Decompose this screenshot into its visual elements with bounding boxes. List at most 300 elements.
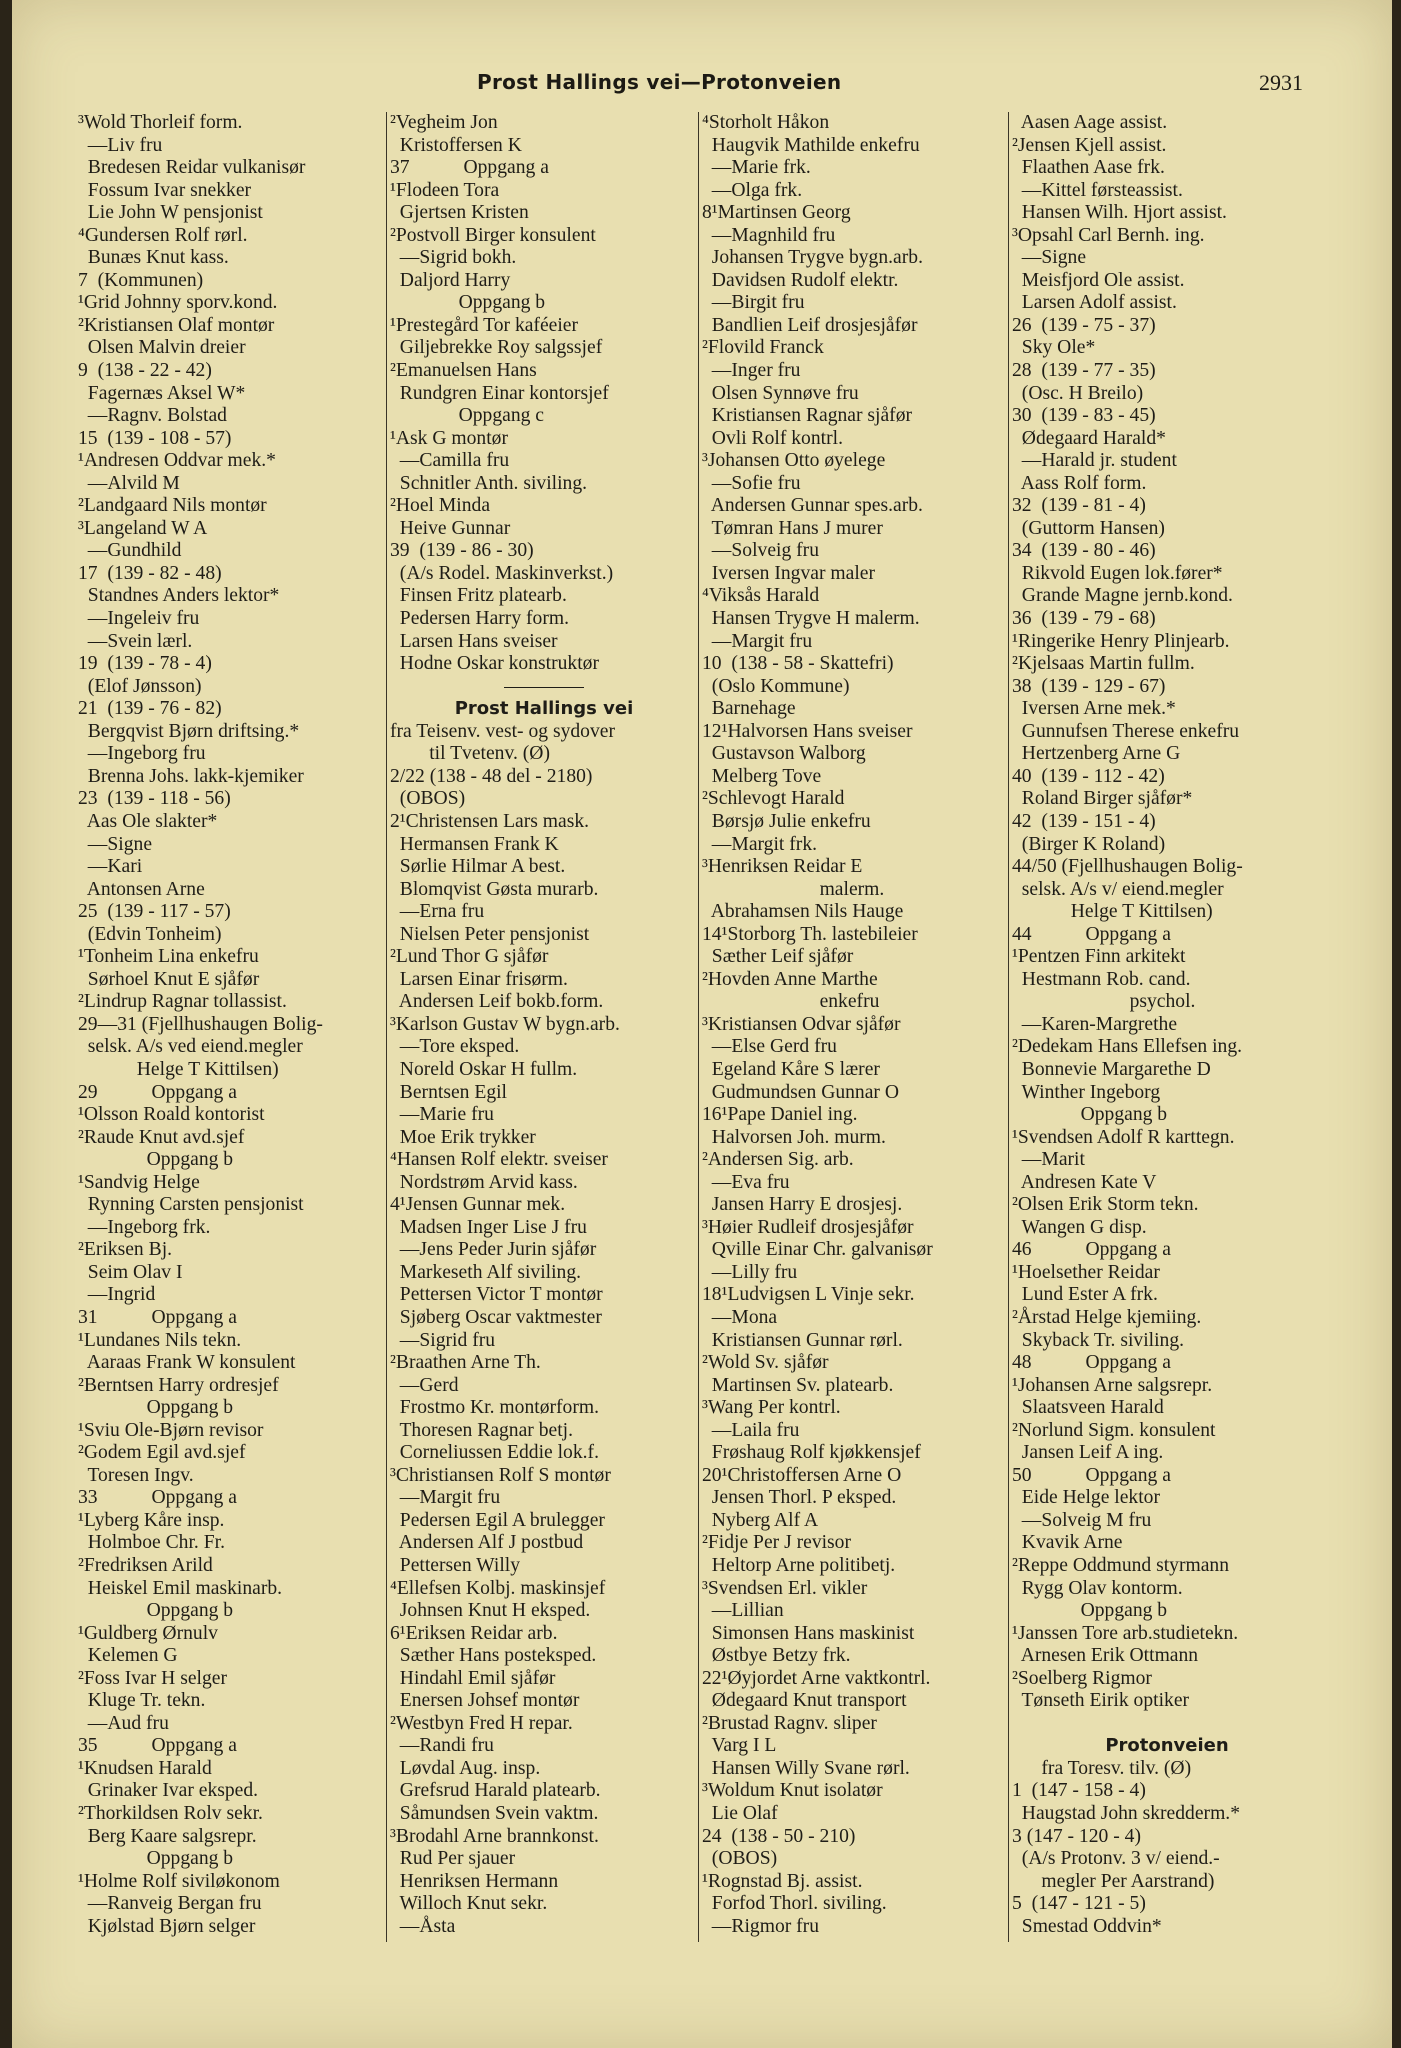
directory-entry: Giljebrekke Roy salgssjef <box>390 337 603 359</box>
directory-entry: Såmundsen Svein vaktm. <box>390 1803 599 1825</box>
directory-entry: Gudmundsen Gunnar O <box>702 1081 899 1103</box>
directory-entry: Markeseth Alf siviling. <box>390 1261 582 1283</box>
blank-line <box>1012 1713 1322 1736</box>
directory-entry: Tømran Hans J murer <box>702 517 883 539</box>
directory-entry: fra Toresv. tilv. (Ø) <box>1012 1757 1192 1779</box>
directory-entry: 44/50 (Fjellhushaugen Bolig- <box>1012 856 1243 878</box>
directory-entry: Skyback Tr. siviling. <box>1012 1329 1185 1351</box>
directory-entry: 30 (139 - 83 - 45) <box>1012 405 1156 427</box>
directory-entry: Andersen Alf J postbud <box>390 1532 584 1554</box>
directory-entry: Oppgang b <box>390 292 546 314</box>
directory-entry: ²Norlund Sigm. konsulent <box>1012 1419 1216 1441</box>
directory-entry: Melberg Tove <box>702 765 822 787</box>
directory-entry: ²Landgaard Nils montør <box>78 495 267 517</box>
directory-entry: —Kittel førsteassist. <box>1012 179 1183 201</box>
directory-entry: Rygg Olav kontorm. <box>1012 1577 1183 1599</box>
directory-entry: Egeland Kåre S lærer <box>702 1058 880 1080</box>
directory-entry: Tønseth Eirik optiker <box>1012 1690 1190 1712</box>
directory-entry: Grande Magne jernb.kond. <box>1012 585 1233 607</box>
directory-entry: 33 Oppgang a <box>78 1487 237 1509</box>
directory-entry: Kjølstad Bjørn selger <box>78 1915 256 1937</box>
directory-entry: Noreld Oskar H fullm. <box>390 1058 578 1080</box>
directory-entry: Haugstad John skredderm.* <box>1012 1803 1241 1825</box>
directory-entry: ³Henriksen Reidar E <box>702 856 863 878</box>
directory-entry: —Margit fru <box>702 630 813 652</box>
directory-entry: —Laila fru <box>702 1419 800 1441</box>
directory-entry: —Ingrid <box>78 1284 156 1306</box>
column-divider <box>698 112 699 1942</box>
directory-entry: Brenna Johs. lakk-kjemiker <box>78 765 304 787</box>
directory-entry: Løvdal Aug. insp. <box>390 1757 541 1779</box>
directory-entry: Martinsen Sv. platearb. <box>702 1374 894 1396</box>
directory-entry: Bunæs Knut kass. <box>78 247 229 269</box>
page-header <box>12 70 1392 100</box>
directory-entry: Hermansen Frank K <box>390 833 559 855</box>
directory-entry: —Aud fru <box>78 1712 169 1734</box>
directory-entry: ³Langeland W A <box>78 517 208 539</box>
directory-entry: ²Reppe Oddmund styrmann <box>1012 1555 1230 1576</box>
directory-entry: —Kari <box>78 856 143 878</box>
directory-entry: ²Soelberg Rigmor <box>1012 1667 1152 1689</box>
directory-entry: —Margit frk. <box>702 833 818 855</box>
directory-entry: ¹Sviu Ole-Bjørn revisor <box>78 1419 264 1441</box>
directory-entry: Pettersen Victor T montør <box>390 1284 603 1306</box>
directory-entry: ²Vegheim Jon <box>390 112 498 133</box>
directory-entry: ²Årstad Helge kjemiing. <box>1012 1306 1202 1328</box>
directory-entry: 17 (139 - 82 - 48) <box>78 562 222 584</box>
directory-entry: 50 Oppgang a <box>1012 1464 1171 1486</box>
directory-entry: Rud Per sjauer <box>390 1848 516 1870</box>
directory-entry: psychol. <box>1012 991 1196 1013</box>
directory-entry: ⁴Viksås Harald <box>702 585 820 607</box>
directory-entry: ³Wold Thorleif form. <box>78 112 243 133</box>
section-divider <box>390 676 698 699</box>
directory-entry: —Inger fru <box>702 360 801 382</box>
directory-entry: —Ingeborg frk. <box>78 1216 211 1238</box>
directory-entry: (Osc. H Breilo) <box>1012 382 1144 404</box>
directory-entry: Thoresen Ragnar betj. <box>390 1419 574 1441</box>
directory-entry: ¹Olsson Roald kontorist <box>78 1104 265 1126</box>
directory-entry: Finsen Fritz platearb. <box>390 585 567 607</box>
directory-entry: Kristiansen Ragnar sjåfør <box>702 405 913 427</box>
directory-entry: 20¹Christoffersen Arne O <box>702 1464 902 1486</box>
directory-entry: Iversen Arne mek.* <box>1012 698 1176 720</box>
directory-entry: —Solveig M fru <box>1012 1509 1152 1531</box>
directory-entry: Schnitler Anth. siviling. <box>390 472 588 494</box>
directory-entry: Rikvold Eugen lok.fører* <box>1012 562 1223 584</box>
directory-entry: ²Westbyn Fred H repar. <box>390 1712 573 1734</box>
directory-entry: Andersen Leif bokb.form. <box>390 991 604 1013</box>
directory-entry: 14¹Storborg Th. lastebileier <box>702 923 918 945</box>
directory-entry: —Gerd <box>390 1374 459 1396</box>
directory-entry: 6¹Eriksen Reidar arb. <box>390 1622 558 1644</box>
directory-entry: 29 Oppgang a <box>78 1081 237 1103</box>
directory-entry: —Alvild M <box>78 472 180 494</box>
directory-entry: Rundgren Einar kontorsjef <box>390 382 609 404</box>
directory-entry: —Lillian <box>702 1600 784 1622</box>
directory-entry: Nyberg Alf A <box>702 1509 819 1531</box>
directory-entry: ²Lund Thor G sjåfør <box>390 946 549 968</box>
directory-entry: —Ingeborg fru <box>78 743 206 765</box>
directory-entry: Hodne Oskar konstruktør <box>390 653 599 675</box>
directory-entry: 48 Oppgang a <box>1012 1352 1171 1374</box>
directory-entry: 19 (139 - 78 - 4) <box>78 653 212 675</box>
directory-entry: (Elof Jønsson) <box>78 675 202 697</box>
directory-entry: ¹Tonheim Lina enkefru <box>78 946 259 968</box>
directory-entry: Wangen G disp. <box>1012 1216 1147 1238</box>
directory-entry: Jansen Leif A ing. <box>1012 1442 1164 1464</box>
directory-entry: Kluge Tr. tekn. <box>78 1690 206 1712</box>
directory-entry: Østbye Betzy frk. <box>702 1645 851 1667</box>
directory-entry: malerm. <box>702 878 885 900</box>
directory-entry: 7 (Kommunen) <box>78 269 204 291</box>
directory-entry: 46 Oppgang a <box>1012 1239 1171 1261</box>
directory-entry: —Eva fru <box>702 1171 790 1193</box>
column-divider <box>1008 112 1009 1942</box>
directory-entry: ³Opsahl Carl Bernh. ing. <box>1012 224 1205 246</box>
directory-entry: 16¹Pape Daniel ing. <box>702 1104 858 1126</box>
directory-entry: Kristoffersen K <box>390 134 522 156</box>
directory-entry: (OBOS) <box>702 1848 778 1870</box>
directory-entry: 15 (139 - 108 - 57) <box>78 427 232 449</box>
directory-column-3 <box>702 112 1008 1938</box>
directory-entry: Pettersen Willy <box>390 1555 520 1576</box>
directory-entry: —Signe <box>1012 247 1087 269</box>
directory-entry: ³Høier Rudleif drosjesjåfør <box>702 1216 914 1238</box>
directory-entry: ²Foss Ivar H selger <box>78 1667 227 1689</box>
directory-entry: Jansen Harry E drosjesj. <box>702 1194 903 1216</box>
directory-entry: ³Svendsen Erl. vikler <box>702 1577 868 1599</box>
directory-entry: Grinaker Ivar eksped. <box>78 1780 259 1802</box>
directory-entry: ²Kjelsaas Martin fullm. <box>1012 653 1195 675</box>
directory-entry: ¹Johansen Arne salgsrepr. <box>1012 1374 1213 1396</box>
directory-entry: —Camilla fru <box>390 450 510 472</box>
directory-entry: —Karen-Margrethe <box>1012 1013 1178 1035</box>
directory-entry: Larsen Hans sveiser <box>390 630 558 652</box>
directory-entry: Grefsrud Harald platearb. <box>390 1780 601 1802</box>
directory-entry: —Ragnv. Bolstad <box>78 405 227 427</box>
directory-entry: —Ingeleiv fru <box>78 608 200 630</box>
directory-entry: —Tore eksped. <box>390 1036 520 1058</box>
street-heading: Prost Hallings vei <box>454 698 634 720</box>
directory-entry: Lund Ester A frk. <box>1012 1284 1158 1306</box>
directory-entry: Kvavik Arne <box>1012 1532 1123 1554</box>
directory-entry: —Solveig fru <box>702 540 820 562</box>
directory-entry: ²Emanuelsen Hans <box>390 360 537 382</box>
directory-entry: Iversen Ingvar maler <box>702 562 875 584</box>
directory-entry: —Ranveig Bergan fru <box>78 1893 262 1915</box>
directory-entry: Fossum Ivar snekker <box>78 179 252 201</box>
directory-entry: ¹Hoelsether Reidar <box>1012 1261 1160 1283</box>
directory-entry: 21 (139 - 76 - 82) <box>78 698 222 720</box>
directory-entry: Johansen Trygve bygn.arb. <box>702 247 923 269</box>
directory-entry: 32 (139 - 81 - 4) <box>1012 495 1146 517</box>
directory-entry: selsk. A/s v/ eiend.megler <box>1012 878 1224 900</box>
directory-entry: ³Kristiansen Odvar sjåfør <box>702 1013 901 1035</box>
directory-entry: ¹Knudsen Harald <box>78 1757 212 1779</box>
directory-entry: Ovli Rolf kontrl. <box>702 427 843 449</box>
directory-column-1 <box>78 112 386 1938</box>
directory-entry: (Oslo Kommune) <box>702 675 850 697</box>
directory-entry: Winther Ingeborg <box>1012 1081 1161 1103</box>
directory-entry: Ødegaard Knut transport <box>702 1690 907 1712</box>
directory-entry: 38 (139 - 129 - 67) <box>1012 675 1166 697</box>
directory-entry: —Marie frk. <box>702 157 811 179</box>
directory-entry: ¹Guldberg Ørnulv <box>78 1622 218 1644</box>
directory-entry: Willoch Knut sekr. <box>390 1893 548 1915</box>
directory-entry: selsk. A/s ved eiend.megler <box>78 1036 303 1058</box>
directory-entry: ¹Holme Rolf siviløkonom <box>78 1870 280 1892</box>
directory-entry: Hansen Trygve H malerm. <box>702 608 920 630</box>
directory-entry: ²Braathen Arne Th. <box>390 1352 541 1374</box>
directory-entry: ²Jensen Kjell assist. <box>1012 134 1167 156</box>
directory-entry: til Tvetenv. (Ø) <box>390 743 550 765</box>
directory-entry: ²Hovden Anne Marthe <box>702 968 878 990</box>
directory-entry: Jensen Thorl. P eksped. <box>702 1487 897 1509</box>
directory-entry: Olsen Malvin dreier <box>78 337 246 359</box>
directory-entry: 42 (139 - 151 - 4) <box>1012 810 1156 832</box>
directory-entry: 18¹Ludvigsen L Vinje sekr. <box>702 1284 915 1306</box>
directory-entry: Enersen Johsef montør <box>390 1690 580 1712</box>
directory-entry: 10 (138 - 58 - Skattefri) <box>702 653 894 675</box>
directory-entry: Moe Erik trykker <box>390 1126 536 1148</box>
directory-entry: ²Wold Sv. sjåfør <box>702 1352 829 1374</box>
directory-entry: 2¹Christensen Lars mask. <box>390 810 590 832</box>
directory-entry: Pedersen Egil A brulegger <box>390 1509 605 1531</box>
directory-entry: ²Flovild Franck <box>702 337 824 359</box>
directory-entry: Holmboe Chr. Fr. <box>78 1532 225 1554</box>
directory-entry: ⁴Hansen Rolf elektr. sveiser <box>390 1149 608 1171</box>
directory-entry: Hindahl Emil sjåfør <box>390 1667 556 1689</box>
directory-entry: —Lilly fru <box>702 1261 798 1283</box>
street-heading: Protonveien <box>1105 1735 1229 1757</box>
directory-entry: Bonnevie Margarethe D <box>1012 1058 1211 1080</box>
directory-entry: Corneliussen Eddie lok.f. <box>390 1442 599 1464</box>
directory-entry: 23 (139 - 118 - 56) <box>78 788 231 810</box>
directory-entry: —Signe <box>78 833 153 855</box>
directory-entry: Helge T Kittilsen) <box>1012 901 1213 923</box>
directory-entry: ²Olsen Erik Storm tekn. <box>1012 1194 1199 1216</box>
directory-entry: Oppgang b <box>78 1848 234 1870</box>
directory-entry: Meisfjord Ole assist. <box>1012 269 1185 291</box>
directory-entry: ¹Grid Johnny sporv.kond. <box>78 292 278 314</box>
directory-entry: Johnsen Knut H eksped. <box>390 1600 591 1622</box>
directory-entry: Aass Rolf form. <box>1012 472 1147 494</box>
directory-entry: Bergqvist Bjørn driftsing.* <box>78 720 300 742</box>
directory-entry: (A/s Rodel. Maskinverkst.) <box>390 562 614 584</box>
directory-entry: —Erna fru <box>390 901 485 923</box>
directory-entry: —Svein lærl. <box>78 630 193 652</box>
directory-entry: Hestmann Rob. cand. <box>1012 968 1191 990</box>
directory-entry: Oppgang b <box>1012 1104 1168 1126</box>
directory-entry: Helge T Kittilsen) <box>78 1058 279 1080</box>
directory-entry: Ødegaard Harald* <box>1012 427 1166 449</box>
directory-entry: 31 Oppgang a <box>78 1306 237 1328</box>
directory-entry: Berg Kaare salgsrepr. <box>78 1825 257 1847</box>
directory-entry: ²Hoel Minda <box>390 495 491 517</box>
directory-entry: Davidsen Rudolf elektr. <box>702 269 899 291</box>
directory-entry: (Edvin Tonheim) <box>78 923 222 945</box>
directory-entry: Varg I L <box>702 1735 777 1757</box>
directory-entry: Eide Helge lektor <box>1012 1487 1160 1509</box>
directory-entry: Toresen Ingv. <box>78 1464 194 1486</box>
directory-entry: Andresen Kate V <box>1012 1171 1157 1193</box>
directory-entry: —Magnhild fru <box>702 224 836 246</box>
directory-entry: ³Woldum Knut isolatør <box>702 1780 883 1802</box>
directory-entry: Bredesen Reidar vulkanisør <box>78 157 306 179</box>
directory-entry: ²Postvoll Birger konsulent <box>390 224 596 246</box>
directory-entry: ²Dedekam Hans Ellefsen ing. <box>1012 1036 1243 1058</box>
directory-entry: Hansen Wilh. Hjort assist. <box>1012 202 1227 224</box>
directory-entry: 4¹Jensen Gunnar mek. <box>390 1194 566 1216</box>
directory-entry: ²Eriksen Bj. <box>78 1239 173 1261</box>
directory-entry: —Birgit fru <box>702 292 805 314</box>
directory-entry: 5 (147 - 121 - 5) <box>1012 1893 1146 1915</box>
directory-entry: 40 (139 - 112 - 42) <box>1012 765 1165 787</box>
directory-entry: ²Schlevogt Harald <box>702 788 845 810</box>
directory-entry: Sjøberg Oscar vaktmester <box>390 1306 602 1328</box>
directory-entry: 44 Oppgang a <box>1012 923 1171 945</box>
directory-entry: ²Andersen Sig. arb. <box>702 1149 854 1171</box>
directory-entry: ²Kristiansen Olaf montør <box>78 314 275 336</box>
directory-entry: Sæther Leif sjåfør <box>702 946 854 968</box>
directory-entry: ³Karlson Gustav W bygn.arb. <box>390 1013 620 1035</box>
directory-entry: ²Raude Knut avd.sjef <box>78 1126 245 1148</box>
directory-entry: Haugvik Mathilde enkefru <box>702 134 920 156</box>
directory-entry: —Liv fru <box>78 134 163 156</box>
directory-entry: ¹Flodeen Tora <box>390 179 500 201</box>
directory-entry: 25 (139 - 117 - 57) <box>78 901 231 923</box>
directory-entry: Standnes Anders lektor* <box>78 585 280 607</box>
directory-entry: —Sigrid fru <box>390 1329 496 1351</box>
directory-entry: 29—31 (Fjellhushaugen Bolig- <box>78 1013 323 1035</box>
directory-entry: Nielsen Peter pensjonist <box>390 923 590 945</box>
directory-entry: —Sigrid bokh. <box>390 247 517 269</box>
directory-entry: Halvorsen Joh. murm. <box>702 1126 886 1148</box>
directory-entry: Roland Birger sjåfør* <box>1012 788 1193 810</box>
directory-entry: Larsen Einar frisørm. <box>390 968 568 990</box>
directory-entry: ¹Lundanes Nils tekn. <box>78 1329 242 1351</box>
directory-entry: 37 Oppgang a <box>390 157 549 179</box>
directory-entry: Hertzenberg Arne G <box>1012 743 1181 765</box>
directory-entry: (Guttorm Hansen) <box>1012 517 1165 539</box>
directory-entry: 3 (147 - 120 - 4) <box>1012 1825 1141 1847</box>
directory-entry: enkefru <box>702 991 880 1013</box>
directory-entry: ¹Andresen Oddvar mek.* <box>78 450 276 472</box>
directory-entry: ²Fidje Per J revisor <box>702 1532 852 1554</box>
directory-entry: Slaatsveen Harald <box>1012 1397 1164 1419</box>
directory-entry: Sørhoel Knut E sjåfør <box>78 968 260 990</box>
directory-entry: ²Fredriksen Arild <box>78 1555 213 1576</box>
directory-entry: Frostmo Kr. montørform. <box>390 1397 599 1419</box>
directory-entry: —Else Gerd fru <box>702 1036 837 1058</box>
directory-entry: Fagernæs Aksel W* <box>78 382 246 404</box>
directory-page <box>12 0 1392 2048</box>
directory-entry: 34 (139 - 80 - 46) <box>1012 540 1156 562</box>
directory-entry: ²Brustad Ragnv. sliper <box>702 1712 877 1734</box>
directory-entry: megler Per Aarstrand) <box>1012 1870 1215 1892</box>
directory-entry: —Harald jr. student <box>1012 450 1177 472</box>
directory-entry: ¹Prestegård Tor kaféeier <box>390 314 579 336</box>
directory-entry: Andersen Gunnar spes.arb. <box>702 495 923 517</box>
directory-entry: ¹Svendsen Adolf R karttegn. <box>1012 1126 1235 1148</box>
directory-entry: —Randi fru <box>390 1735 494 1757</box>
directory-entry: Hansen Willy Svane rørl. <box>702 1757 910 1779</box>
directory-entry: Gunnufsen Therese enkefru <box>1012 720 1240 742</box>
directory-entry: Abrahamsen Nils Hauge <box>702 901 904 923</box>
directory-entry: Oppgang c <box>390 405 545 427</box>
directory-entry: 39 (139 - 86 - 30) <box>390 540 534 562</box>
page-number: 2931 <box>1259 70 1303 95</box>
directory-entry: —Gundhild <box>78 540 182 562</box>
directory-entry: Heltorp Arne politibetj. <box>702 1555 896 1576</box>
directory-entry: ¹Sandvig Helge <box>78 1171 200 1193</box>
directory-entry: 28 (139 - 77 - 35) <box>1012 360 1156 382</box>
directory-entry: ²Thorkildsen Rolv sekr. <box>78 1803 263 1825</box>
directory-entry: Rynning Carsten pensjonist <box>78 1194 304 1216</box>
directory-entry: ³Johansen Otto øyelege <box>702 450 886 472</box>
directory-entry: ⁴Storholt Håkon <box>702 112 830 133</box>
directory-entry: Oppgang b <box>78 1600 234 1622</box>
directory-entry: Pedersen Harry form. <box>390 608 570 630</box>
directory-entry: 9 (138 - 22 - 42) <box>78 360 212 382</box>
directory-entry: Oppgang b <box>78 1149 234 1171</box>
directory-entry: —Sofie fru <box>702 472 801 494</box>
directory-entry: ⁴Gundersen Rolf rørl. <box>78 224 248 246</box>
directory-entry: (Birger K Roland) <box>1012 833 1166 855</box>
directory-entry: Heiskel Emil maskinarb. <box>78 1577 283 1599</box>
directory-entry: ²Berntsen Harry ordresjef <box>78 1374 279 1396</box>
directory-entry: Sørlie Hilmar A best. <box>390 856 566 878</box>
directory-entry: ³Brodahl Arne brannkonst. <box>390 1825 599 1847</box>
directory-entry: 35 Oppgang a <box>78 1735 237 1757</box>
directory-entry: —Margit fru <box>390 1487 501 1509</box>
directory-entry: ¹Pentzen Finn arkitekt <box>1012 946 1186 968</box>
directory-entry: fra Teisenv. vest- og sydover <box>390 720 615 742</box>
directory-entry: Sæther Hans posteksped. <box>390 1645 597 1667</box>
directory-column-4 <box>1012 112 1322 1938</box>
directory-entry: 26 (139 - 75 - 37) <box>1012 314 1156 336</box>
directory-entry: Simonsen Hans maskinist <box>702 1622 915 1644</box>
directory-entry: 36 (139 - 79 - 68) <box>1012 608 1156 630</box>
directory-entry: Qville Einar Chr. galvanisør <box>702 1239 933 1261</box>
directory-entry: —Marit <box>1012 1149 1085 1171</box>
directory-entry: Kristiansen Gunnar rørl. <box>702 1329 903 1351</box>
directory-entry: Antonsen Arne <box>78 878 205 900</box>
directory-entry: Madsen Inger Lise J fru <box>390 1216 587 1238</box>
directory-entry: Lie Olaf <box>702 1803 778 1825</box>
directory-entry: —Olga frk. <box>702 179 803 201</box>
directory-entry: Henriksen Hermann <box>390 1870 559 1892</box>
directory-entry: Arnesen Erik Ottmann <box>1012 1645 1199 1667</box>
directory-entry: Gjertsen Kristen <box>390 202 529 224</box>
directory-entry: Smestad Oddvin* <box>1012 1915 1162 1937</box>
page-title: Prost Hallings vei—Protonveien <box>477 70 842 94</box>
directory-entry: 1 (147 - 158 - 4) <box>1012 1780 1146 1802</box>
directory-entry: Kelemen G <box>78 1645 178 1667</box>
directory-entry: ¹Rognstad Bj. assist. <box>702 1870 863 1892</box>
directory-entry: Berntsen Egil <box>390 1081 507 1103</box>
directory-entry: Larsen Adolf assist. <box>1012 292 1177 314</box>
directory-entry: —Marie fru <box>390 1104 494 1126</box>
directory-entry: Forfod Thorl. siviling. <box>702 1893 887 1915</box>
directory-entry: Oppgang b <box>78 1397 234 1419</box>
directory-entry: —Mona <box>702 1306 778 1328</box>
directory-entry: Seim Olav I <box>78 1261 183 1283</box>
directory-entry: Oppgang b <box>1012 1600 1168 1622</box>
directory-entry: Aas Ole slakter* <box>78 810 218 832</box>
directory-entry: Gustavson Walborg <box>702 743 866 765</box>
